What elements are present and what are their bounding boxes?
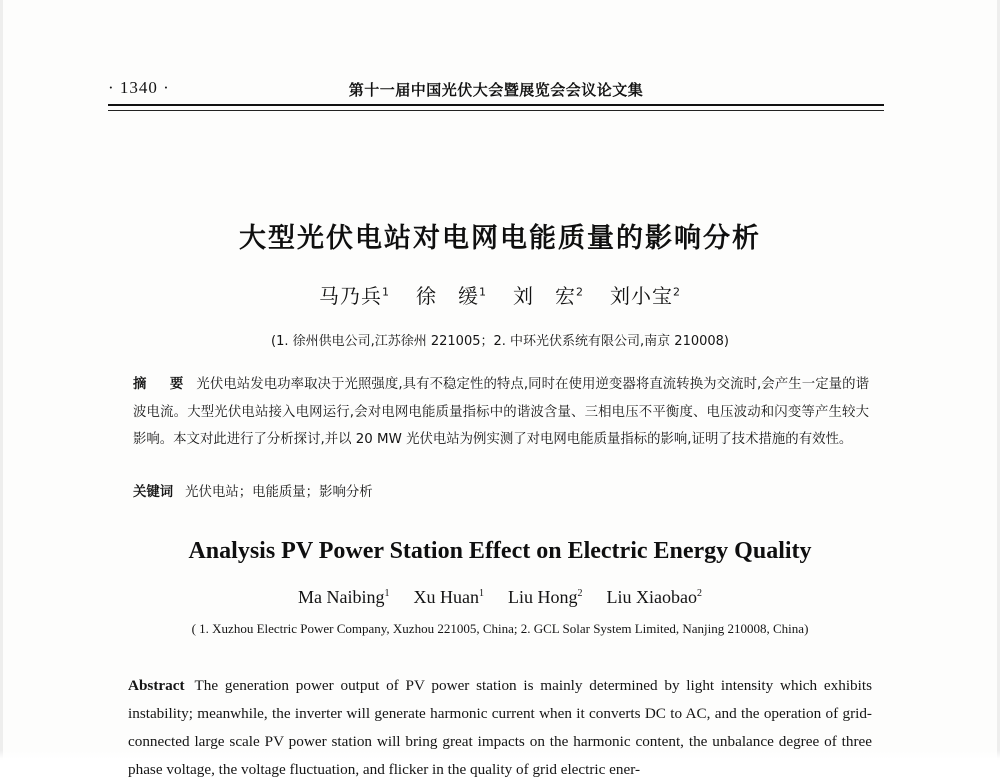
english-abstract [128,672,872,784]
header-rule-thick [108,104,884,106]
chinese-keywords-label: 关键词 [133,485,174,500]
chinese-author-list [0,280,1000,309]
running-header-title: 第十一届中国光伏大会暨展览会会议论文集 [348,81,644,99]
chinese-author-name: 刘小宝 [610,284,673,308]
chinese-keywords-text: 光伏电站；电能质量；影响分析 [185,485,373,500]
chinese-author [319,284,390,308]
english-author-affil-marker: 2 [577,588,583,599]
header-rule-thin [108,110,884,111]
chinese-author-name: 刘 宏 [513,284,576,308]
english-title: Analysis PV Power Station Effect on Electric Energy Quality [188,538,812,564]
chinese-author [416,284,487,308]
chinese-author-name: 徐 缓 [416,284,479,308]
chinese-abstract [133,371,869,454]
english-abstract-text: The generation power output of PV power station is mainly determined by light intensity which exhibits instability; meanwhile, the inverter will generate harmonic current when it converts DC to AC, and the operation of grid-connected large scale PV power station will bring great impacts on the harmonic content, the unbalance degree of three phase voltage, the voltage fluctuation, and flicker in the quality of grid electric ener- [128,677,872,778]
english-author-name: Liu Xiaobao [606,587,697,607]
chinese-author-affil-marker: 1 [479,285,487,299]
english-author-name: Ma Naibing [298,587,385,607]
page-number: · 1340 · [108,78,170,97]
chinese-author [513,284,584,308]
chinese-author-affil-marker: 2 [673,285,681,299]
english-abstract-label: Abstract [128,677,185,694]
scan-edge-left [0,0,3,760]
chinese-author [610,284,681,308]
english-author-affil-marker: 1 [384,588,390,599]
english-author-affil-marker: 1 [479,588,484,599]
english-author [508,587,583,607]
chinese-author-affil-marker: 2 [576,285,584,299]
english-author [414,587,485,607]
page-header [108,78,884,104]
chinese-abstract-label: 摘 要 [133,377,189,392]
english-author-name: Liu Hong [508,587,578,607]
chinese-affiliation: (1. 徐州供电公司,江苏徐州 221005；2. 中环光伏系统有限公司,南京 210008) [271,334,729,349]
chinese-author-name: 马乃兵 [319,284,382,308]
header-double-rule [108,104,884,112]
chinese-title: 大型光伏电站对电网电能质量的影响分析 [239,223,761,254]
english-author-name: Xu Huan [413,587,479,607]
chinese-abstract-text: 光伏电站发电功率取决于光照强度,具有不稳定性的特点,同时在使用逆变器将直流转换为交流时,会产生一定量的谐波电流。大型光伏电站接入电网运行,会对电网电能质量指标中的谐波含量、三相电压不平衡度、电压波动和闪变等产生较大影响。本文对此进行了分析探讨,并以 20 MW 光伏电站为例实测了对电网电能质量指标的影响,证明了技术措施的有效性。 [133,377,869,447]
english-author [298,587,389,607]
english-affiliation: ( 1. Xuzhou Electric Power Company, Xuzhou 221005, China; 2. GCL Solar System Limited, Nanjing 210008, China) [191,621,809,636]
english-author-affil-marker: 2 [696,588,702,599]
chinese-keywords [133,481,869,505]
english-author-list [0,587,1000,608]
chinese-author-affil-marker: 1 [382,285,390,299]
english-author [607,587,702,607]
